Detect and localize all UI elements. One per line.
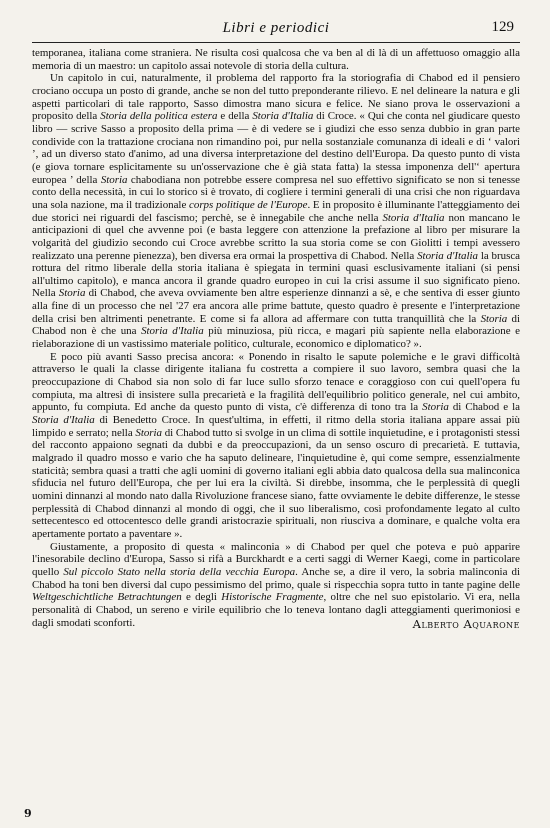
author-signature: Alberto Aquarone: [412, 617, 520, 632]
running-title: Libri e periodici: [222, 20, 330, 36]
review-body-text: [32, 47, 521, 632]
body-paragraph: Un capitolo in cui, naturalmente, il problema del rapporto fra la storiografia di Chabod ed il pensiero crociano occupa un posto di grande, anche se non del tutto preponderante rilievo. E nel delineare la natura e gli aspetti particolari di tale rapporto, Sasso dimostra mano sicura e felice. Ne siano prova le osservazioni a proposito della Storia della politica estera e della Storia d'Italia di Croce. « Qui che conta nel giudicare questo libro — scrive Sasso a proposito della prima — è di vedere se i giudizi che esso senza dubbio in gran parte condivide con la trattazione crociana non rimandino poi, pur nella sostanziale comunanza di ideali e di ‘ valori ’, ad un diverso stato d'animo, ad una diversa interpretazione del destino dell'Europa. Da questo punto di vista (e giova tornare esplicitamente su un'osservazione che è già stata fatta) la stessa imponenza dell'‘ apertura europea ’ della Storia chabodiana non potrebbe essere compresa nel suo effettivo significato se non si tenesse conto della necessità, in cui lo storico si è trovato, di cogliere i termini generali di una crisi che non riguardava una sola nazione, ma il tradizionale corps politique de l'Europe. E in proposito è illuminante l'atteggiamento dei due storici nei riguardi del fascismo; perchè, se è innegabile che anche nella Storia d'Italia non mancano le anticipazioni di quel che avvenne poi (e basta leggere con attenzione la prefazione al libro per misurare la volgarità del giudizio secondo cui Croce avrebbe scritto la sua storia come se con Giolitti i tempi avessero realizzato una perenne pienezza), ben diversa era ormai la prospettiva di Chabod. Nella Storia d'Italia la brusca rottura del ritmo liberale della storia italiana è spiegata in termini quasi esclusivamente italiani (si pensi all'ultimo capitolo), e manca ancora il grande quadro europeo in cui la crisi assume il suo significato pieno. Nella Storia di Chabod, che aveva ovviamente ben altre esperienze dinnanzi a sè, e che sentiva di esser giunto alla fine di un processo che nel '27 era ancora alle prime battute, questo quadro è presente e l'interpretazione della crisi ben altrimenti penetrante. E come si fa allora ad affermare con tutta tranquillità che la Storia di Chabod non è che una Storia d'Italia più minuziosa, più ricca, e magari più sapiente nella elaborazione e rielaborazione di un vastissimo materiale politico, culturale, economico e diplomatico? ».: [32, 72, 521, 351]
body-paragraph: E poco più avanti Sasso precisa ancora: « Ponendo in risalto le sapute polemiche e le gravi difficoltà attraverso le quali la classe dirigente italiana fu costretta a compiere il suo lavoro, sembra quasi che la preoccupazione di Chabod sia non solo di far luce sullo sforzo tenace e coraggioso con cui quell'opera fu compiuta, ma altresì di insistere sulla precarietà e la fragilità dell'equilibrio politico generale, nel cui ambito, appunto, fu compiuta. Ed anche da questo punto di vista, c'è differenza di tono tra la Storia di Chabod e la Storia d'Italia di Benedetto Croce. In quest'ultima, in effetti, il ritmo della storia italiana appare assai più limpido e serrato; nella Storia di Chabod tutto si svolge in un clima di sottile inquietudine, e i protagonisti stessi del racconto appaiono segnati da dubbi e da preoccupazioni, da un senso oscuro di precarietà. E tuttavia, malgrado il quadro mosso e vario che ha saputo delineare, l'inquietudine è, qui come sempre, essenzialmente staticità; sembra quasi a tratti che agli uomini di governo italiani egli abbia dato qualcosa della sua malinconica sfiducia nel futuro dell'Europa, che per lui era la civiltà. Si direbbe, insomma, che le perplessità di quegli uomini dinnanzi al mondo nato dalla Rivoluzione francese siano, fatte ovviamente le debite differenze, le stesse perplessità di Chabod dinnanzi al mondo di oggi, che il suo liberalismo, così profondamente legato al culto settecentesco ed ottocentesco delle grandi aristocrazie spirituali, non riusciva a dominare, e qualche volta era apertamente portato a paventare ».: [32, 350, 520, 540]
page-header: [32, 14, 520, 43]
body-paragraph: temporanea, italiana come straniera. Ne risulta così qualcosa che va ben al di là di un affettuoso omaggio alla memoria di un maestro: un capitolo assai notevole di storia della cultura.: [32, 47, 520, 72]
body-paragraph: Giustamente, a proposito di questa « malinconia » di Chabod per quel che poteva e può apparire l'inesorabile declino d'Europa, Sasso si rifà a Burckhardt e a certi saggi di Werner Kaegi, come in particolare quello Sul piccolo Stato nella storia della vecchia Europa. Anche se, a dire il vero, la sobria malinconia di Chabod ha toni ben diversi dal cupo pessimismo del primo, quale si rispecchia sopra tutto in tante pagine delle Weltgeschichtliche Betrachtungen e degli Historische Fragmente, oltre che nel suo epistolario. Vi era, nella personalità di Chabod, un sereno e virile equilibrio che lo teneva lontano dagli atteggiamenti querimoniosi e dagli smodati sconforti.: [32, 540, 520, 629]
page-number: 129: [491, 19, 514, 35]
signature-mark: 9: [24, 807, 32, 820]
